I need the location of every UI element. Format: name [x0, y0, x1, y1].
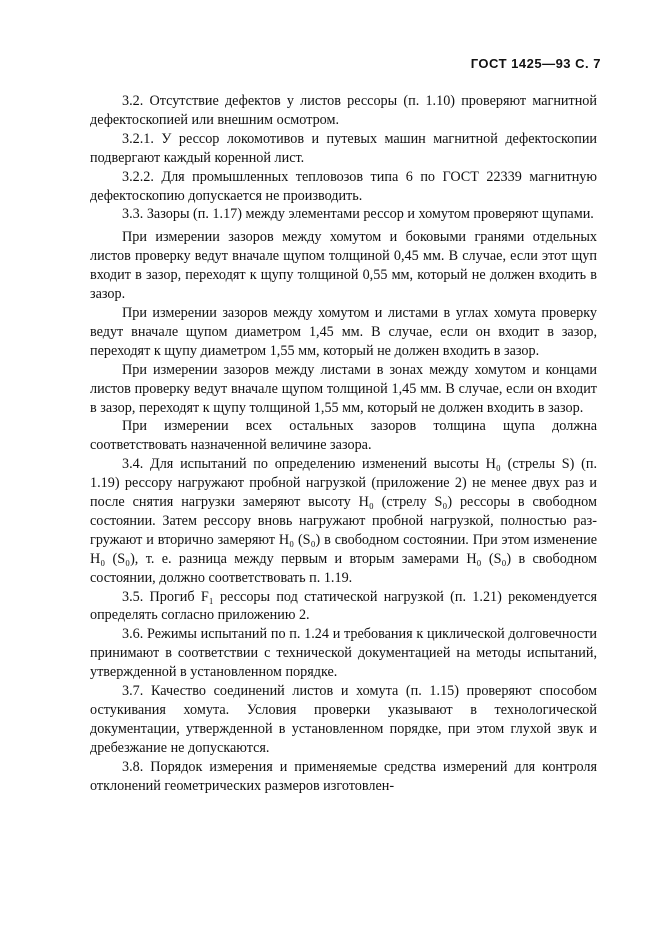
paragraph-3-6: 3.6. Режимы испытаний по п. 1.24 и требования к циклической долговечности принимают в соответствии с технической документацией на методы испытаний, утвержденной в установленном порядке. [90, 626, 597, 681]
paragraph-3-2-1: 3.2.1. У рессор локомотивов и путевых машин магнитной дефектоскопии подвергают каждый коренной лист. [90, 130, 597, 166]
paragraph-other-gaps: При измерении всех остальных зазоров толщина щупа должна соответствовать назначенной величине зазора. [90, 418, 597, 454]
paragraph-3-2: 3.2. Отсутствие дефектов у листов рессоры (п. 1.10) проверяют магнитной дефектоскопией или внешним осмотром. [90, 93, 597, 128]
paragraph-3-5: 3.5. Прогиб F₁ рессоры под статической нагрузкой (п. 1.21) рекомендуется определять согласно приложению 2. [90, 588, 597, 624]
paragraph-3-3: 3.3. Зазоры (п. 1.17) между элементами рессор и хомутом проверяют щупами. [122, 206, 594, 223]
paragraph-clamp-corner-gaps: При измерении зазоров между хомутом и листами в углах хомута проверку ведут вначале щупом диаметром 1,45 мм. В случае, если он входит в зазор, переходят к щупу диаметром 1,55 мм, который не должен входить в зазор. [90, 304, 597, 359]
running-header: ГОСТ 1425—93 С. 7 [470, 56, 601, 71]
paragraph-3-2-2: 3.2.2. Для промышленных тепловозов типа 6 по ГОСТ 22339 магнитную дефектоскопию допускается не производить. [90, 168, 597, 204]
paragraph-3-8: 3.8. Порядок измерения и применяемые средства измерений для контроля отклонений геометрических размеров изготовлен- [90, 758, 597, 794]
paragraph-3-7: 3.7. Качество соединений листов и хомута (п. 1.15) проверяют способом остукивания хомута. Условия проверки указывают в технологической документации, утвержденной в установленном порядке, при этом глухой звук и дребезжание не допускаются. [90, 683, 597, 756]
paragraph-clamp-side-gaps: При измерении зазоров между хомутом и боковыми гранями отдельных листов проверку ведут вначале щупом толщиной 0,45 мм. В случае, если этот щуп входит в зазор, переходят к щупу толщиной 0,55 мм, который не должен входить в зазор. [90, 229, 597, 303]
page-body [90, 92, 597, 796]
paragraph-3-4: 3.4. Для испытаний по определению изменений высоты H₀ (стрелы S) (п. 1.19) рессору нагружают пробной нагрузкой (приложение 2) не менее двух раз и после снятия нагрузки замеряют высоту H₀ (стрелу S₀) рессоры в свободном состоянии. Затем рессору вновь нагружают пробной нагрузкой, полностью разгружают и вторично замеряют H₀ (S₀) в свободном состоянии. При этом изменение H₀ (S₀), т. е. разница между первым и вторым замерами H₀ (S₀) в свободном состоянии, должно соответствовать п. 1.19. [90, 456, 597, 586]
paragraph-leaf-gaps: При измерении зазоров между листами в зонах между хомутом и концами листов проверку ведут вначале щупом толщиной 1,45 мм. В случае, если он входит в зазор, переходят к щупу толщиной 1,55 мм, который не должен входить в зазор. [90, 361, 597, 416]
